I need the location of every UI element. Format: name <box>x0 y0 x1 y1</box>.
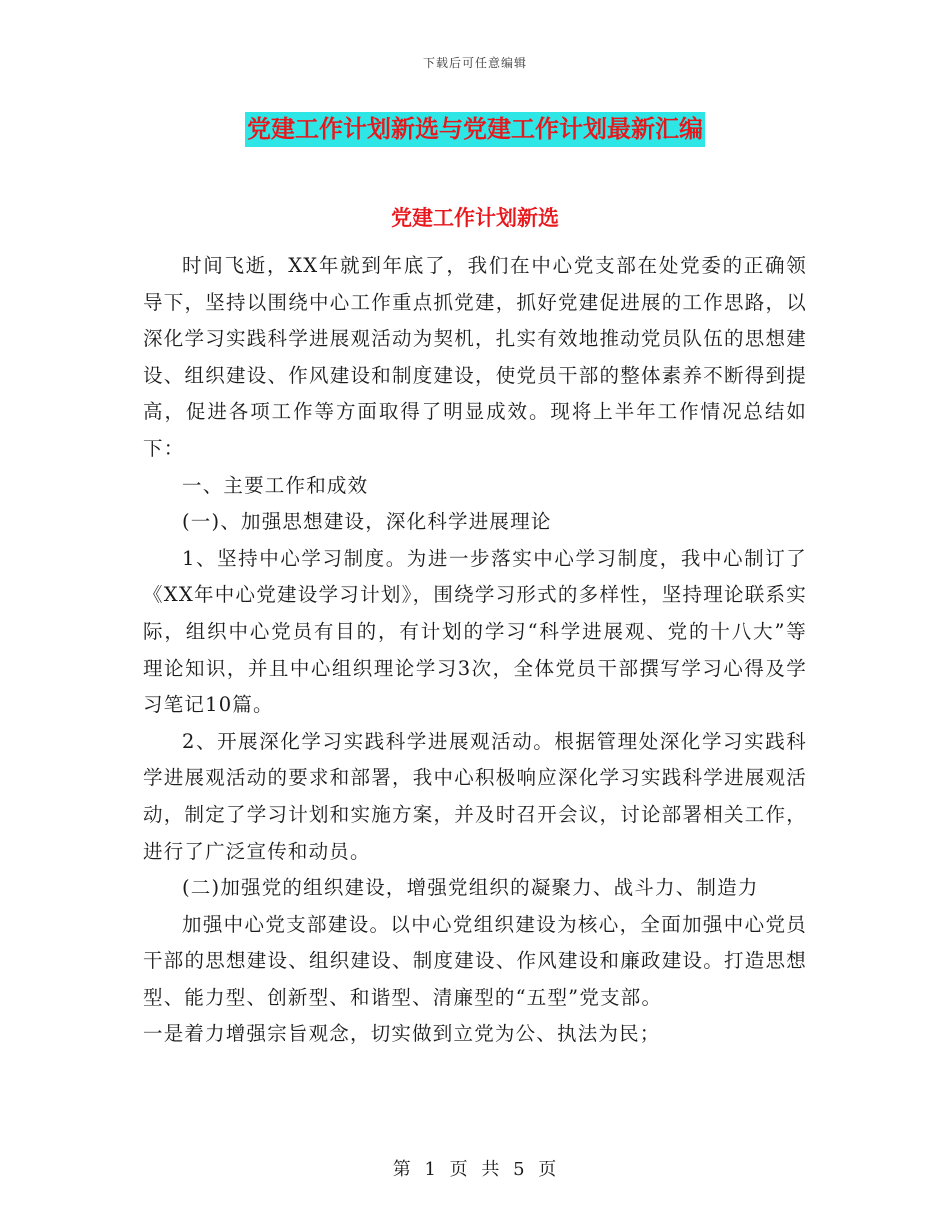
paragraph-intro: 时间飞逝，XX年就到年底了，我们在中心党支部在处党委的正确领导下，坚持以围绕中心工作重点抓党建，抓好党建促进展的工作思路，以深化学习实践科学进展观活动为契机，扎实有效地推动党员队伍的思想建设、组织建设、作风建设和制度建设，使党员干部的整体素养不断得到提高，促进各项工作等方面取得了明显成效。现将上半年工作情况总结如下： <box>143 254 807 460</box>
paragraph-study-system: 1、坚持中心学习制度。为进一步落实中心学习制度，我中心制订了《XX年中心党建设学习计划》，围绕学习形式的多样性，坚持理论联系实际，组织中心党员有目的，有计划的学习“科学进展观、党的十八大”等理论知识，并且中心组织理论学习3次，全体党员干部撰写学习心得及学习笔记10篇。 <box>143 546 807 717</box>
subheading-ideological-building: (一)、加强思想建设，深化科学进展理论 <box>182 510 552 534</box>
paragraph-first-point: 一是着力增强宗旨观念，切实做到立党为公、执法为民； <box>143 1022 661 1046</box>
heading-main-work: 一、主要工作和成效 <box>182 473 369 497</box>
subheading-organization-building: (二)加强党的组织建设，增强党组织的凝聚力、战斗力、制造力 <box>182 876 759 900</box>
paragraph-study-activity: 2、开展深化学习实践科学进展观活动。根据管理处深化学习实践科学进展观活动的要求和部署，我中心积极响应深化学习实践科学进展观活动，制定了学习计划和实施方案，并及时召开会议，讨论部署相关工作，进行了广泛宣传和动员。 <box>143 729 807 863</box>
document-body <box>143 248 807 1053</box>
document-title-container <box>0 112 950 147</box>
section-title: 党建工作计划新选 <box>391 206 559 230</box>
page-header-note: 下载后可任意编辑 <box>422 56 527 70</box>
paragraph-branch-building: 加强中心党支部建设。以中心党组织建设为核心，全面加强中心党员干部的思想建设、组织建设、制度建设、作风建设和廉政建设。打造思想型、能力型、创新型、和谐型、清廉型的“五型”党支部。 <box>143 912 807 1009</box>
document-title: 党建工作计划新选与党建工作计划最新汇编 <box>245 112 705 147</box>
page-number: 第 1 页 共 5 页 <box>392 1159 558 1180</box>
